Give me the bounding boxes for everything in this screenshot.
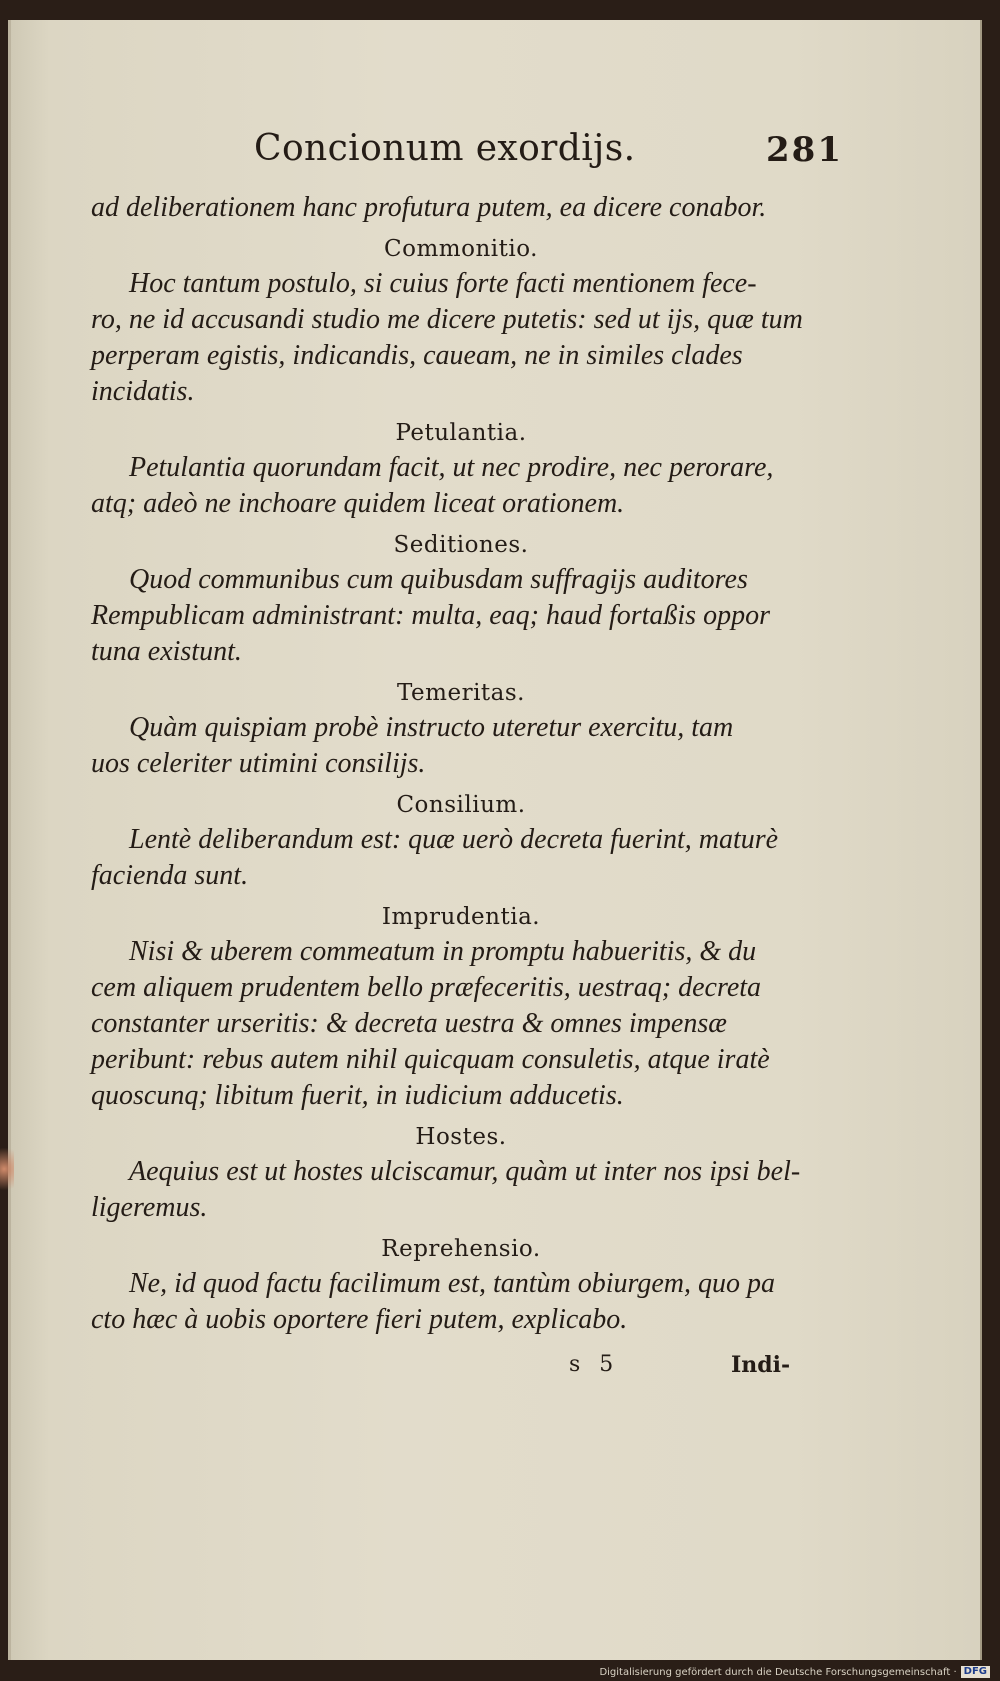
text-line: facienda sunt. xyxy=(91,860,249,891)
credit-text: Digitalisierung gefördert durch die Deutsche Forschungsgemeinschaft · xyxy=(599,1666,957,1678)
text-line: cto hæc à uobis oportere fieri putem, explicabo. xyxy=(91,1304,628,1335)
section-paragraph xyxy=(91,822,831,894)
section-seditiones xyxy=(91,528,831,670)
section-temeritas xyxy=(91,676,831,782)
section-paragraph xyxy=(91,266,831,410)
page-text-block xyxy=(91,108,843,1388)
text-line: uos celeriter utimini consilijs. xyxy=(91,748,426,779)
text-line: quoscunq; libitum fuerit, in iudicium adducetis. xyxy=(91,1080,624,1111)
section-paragraph xyxy=(91,1154,831,1226)
page-footer xyxy=(91,1348,831,1388)
text-line: Hoc tantum postulo, si cuius forte facti mentionem fece- xyxy=(129,268,757,299)
section-paragraph xyxy=(91,934,831,1114)
section-heading: Consilium. xyxy=(396,792,526,818)
text-line: incidatis. xyxy=(91,376,195,407)
section-consilium xyxy=(91,788,831,894)
text-line: atq; adeò ne inchoare quidem liceat orationem. xyxy=(91,488,625,519)
continued-line: ad deliberationem hanc profutura putem, ea dicere conabor. xyxy=(91,192,767,223)
section-reprehensio xyxy=(91,1232,831,1338)
text-line: cem aliquem prudentem bello præfeceritis, uestraq; decreta xyxy=(91,972,762,1003)
text-line: Lentè deliberandum est: quæ uerò decreta fuerint, maturè xyxy=(129,824,779,855)
text-line: peribunt: rebus autem nihil quicquam consuletis, atque iratè xyxy=(91,1044,770,1075)
text-line: Quod communibus cum quibusdam suffragijs auditores xyxy=(129,564,748,595)
running-head xyxy=(91,108,843,190)
text-line: Nisi & uberem commeatum in promptu habueritis, & du xyxy=(129,936,757,967)
text-line: constanter urseritis: & decreta uestra & omnes impensæ xyxy=(91,1008,727,1039)
text-line: Aequius est ut hostes ulciscamur, quàm ut inter nos ipsi bel- xyxy=(129,1156,801,1187)
section-hostes xyxy=(91,1120,831,1226)
text-line: Petulantia quorundam facit, ut nec prodire, nec perorare, xyxy=(129,452,774,483)
catchword: Indi- xyxy=(731,1352,791,1378)
text-line: ro, ne id accusandi studio me dicere putetis: sed ut ijs, quæ tum xyxy=(91,304,803,335)
page-number: 281 xyxy=(766,130,843,170)
section-paragraph xyxy=(91,450,831,522)
page-stain xyxy=(0,1140,14,1198)
section-paragraph xyxy=(91,710,831,782)
text-line: Ne, id quod factu facilimum est, tantùm obiurgem, quo pa xyxy=(129,1268,776,1299)
running-title: Concionum exordijs. xyxy=(254,128,636,169)
section-heading: Seditiones. xyxy=(393,532,529,558)
digitization-credit xyxy=(599,1666,990,1678)
signature-mark: s 5 xyxy=(569,1352,620,1377)
text-line: tuna existunt. xyxy=(91,636,242,667)
section-commonitio xyxy=(91,232,831,410)
dfg-logo-icon: DFG xyxy=(961,1666,990,1678)
section-imprudentia xyxy=(91,900,831,1114)
section-petulantia xyxy=(91,416,831,522)
section-heading: Petulantia. xyxy=(395,420,527,446)
section-heading: Commonitio. xyxy=(384,236,538,262)
section-heading: Reprehensio. xyxy=(381,1236,541,1262)
section-paragraph xyxy=(91,562,831,670)
section-paragraph xyxy=(91,1266,831,1338)
text-line: Quàm quispiam probè instructo uteretur exercitu, tam xyxy=(129,712,734,743)
text-line: Rempublicam administrant: multa, eaq; haud fortaßis oppor xyxy=(91,600,770,631)
text-line: perperam egistis, indicandis, caueam, ne in similes clades xyxy=(91,340,743,371)
text-line: ligeremus. xyxy=(91,1192,208,1223)
section-heading: Temeritas. xyxy=(396,680,525,706)
section-heading: Imprudentia. xyxy=(381,904,541,930)
section-heading: Hostes. xyxy=(415,1124,507,1150)
book-page xyxy=(8,20,982,1660)
